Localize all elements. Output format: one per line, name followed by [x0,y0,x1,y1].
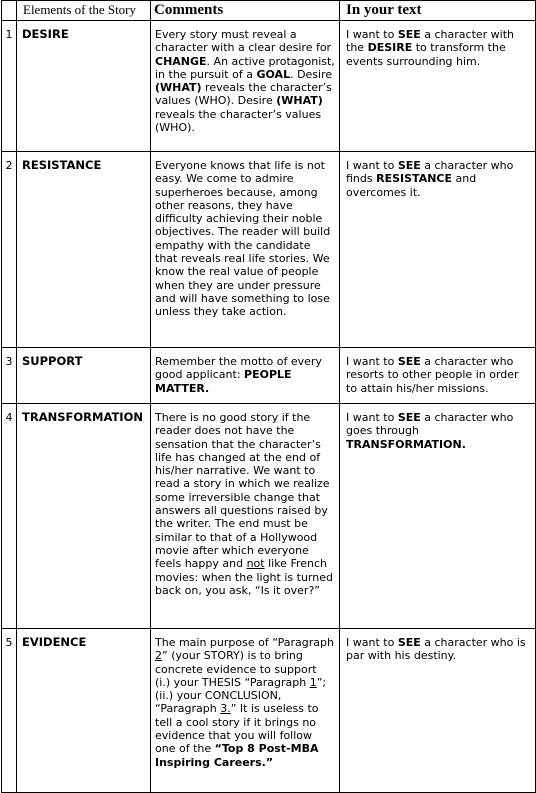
text-segment: like French movies: when the light is turned back on, you ask, “Is it over?” [155,557,333,597]
text-segment: (WHAT) [276,94,323,108]
header-row [2,1,536,21]
text-segment: SEE [397,636,421,649]
text-segment: CHANGE [155,54,207,68]
text-segment: The main purpose of “Paragraph [155,636,334,649]
text-segment: DESIRE [367,41,413,55]
text-segment: PEOPLE MATTER. [155,368,292,395]
row-number: 3 [2,348,17,404]
text-segment: to transform the events surrounding him. [346,41,506,68]
text-segment: SEE [397,28,421,41]
text-segment: I want to [346,355,398,368]
story-elements-table [1,0,536,793]
text-segment: 3. [220,702,231,716]
text-segment: I want to [346,636,398,649]
text-segment: a character who is par with his destiny. [346,636,526,663]
table-row [2,152,536,348]
in-your-text-cell [340,404,536,629]
text-segment: I want to [346,411,398,424]
table-row [2,21,536,152]
text-segment: a character who resorts to other people in order to attain his/her missions. [346,355,519,395]
text-segment: SEE [397,159,421,172]
in-your-text-cell [340,629,536,793]
text-segment: reveals the character’s values (WHO). [155,107,322,135]
comment-cell [151,152,340,348]
element-name: EVIDENCE [17,629,151,793]
text-segment: ”; (ii.) your CONCLUSION, “Paragraph [155,675,327,716]
text-segment: SEE [397,355,421,368]
text-segment: I want to [346,28,398,41]
text-segment: ” (your STORY) is to bring concrete evidence to support (i.) your THESIS “Paragraph [155,649,317,689]
comment-cell [151,629,340,793]
in-your-text-cell [340,21,536,152]
text-segment: a character who goes through [346,411,514,438]
text-segment: I want to [346,159,398,172]
comment-cell [151,21,340,152]
table-row [2,404,536,629]
text-segment: Remember the motto of every good applicant: [155,355,322,382]
element-name: SUPPORT [17,348,151,404]
element-name: DESIRE [17,21,151,152]
text-segment: and overcomes it. [346,172,477,199]
text-segment: Every story must reveal a character with a clear desire for [155,28,332,55]
comment-cell [151,404,340,629]
text-segment: TRANSFORMATION. [346,437,466,451]
row-number: 1 [2,21,17,152]
in-your-text-cell [340,348,536,404]
table-row [2,348,536,404]
text-segment: . Desire [290,67,333,81]
row-number: 4 [2,404,17,629]
element-name: TRANSFORMATION [17,404,151,629]
element-name: RESISTANCE [17,152,151,348]
text-segment: RESISTANCE [376,172,453,186]
text-segment: not [246,557,265,571]
row-number: 2 [2,152,17,348]
header-comments: Comments [151,1,340,21]
text-segment: Everyone knows that life is not easy. We come to admire superheroes because, among other reasons, they have difficulty achieving their noble objectives. The reader will build empathy with the candidate that reveals real life stories. We know the real value of people when they are under pressure and will have something to lose unless they take action. [155,159,331,319]
text-segment: (WHAT) [155,81,202,95]
text-segment: SEE [397,411,421,424]
header-in-your-text: In your text [340,1,536,21]
table-row [2,629,536,793]
text-segment: a character with the [346,28,515,55]
text-segment: a character who finds [346,159,514,186]
text-segment: GOAL [256,67,291,81]
text-segment: “Top 8 Post-MBA Inspiring Careers.” [155,742,319,769]
header-elements: Elements of the Story [17,1,151,21]
text-segment: ” It is useless to tell a cool story if it brings no evidence that you will follow one of the [155,702,319,756]
in-your-text-cell [340,152,536,348]
text-segment: reveals the character’s values (WHO). Desire [155,81,332,108]
text-segment: . An active protagonist, in the pursuit of a [155,54,335,81]
text-segment: 2 [155,649,162,663]
text-segment: 1 [309,675,317,689]
header-number [2,1,17,21]
text-segment: There is no good story if the reader does not have the sensation that the character’s life has changed at the end of his/her narrative. We want to read a story in which we realize some irreversible change that answers all questions raised by the writer. The end must be similar to that of a Hollywood movie after which everyone feels happy and [155,411,330,571]
comment-cell [151,348,340,404]
row-number: 5 [2,629,17,793]
